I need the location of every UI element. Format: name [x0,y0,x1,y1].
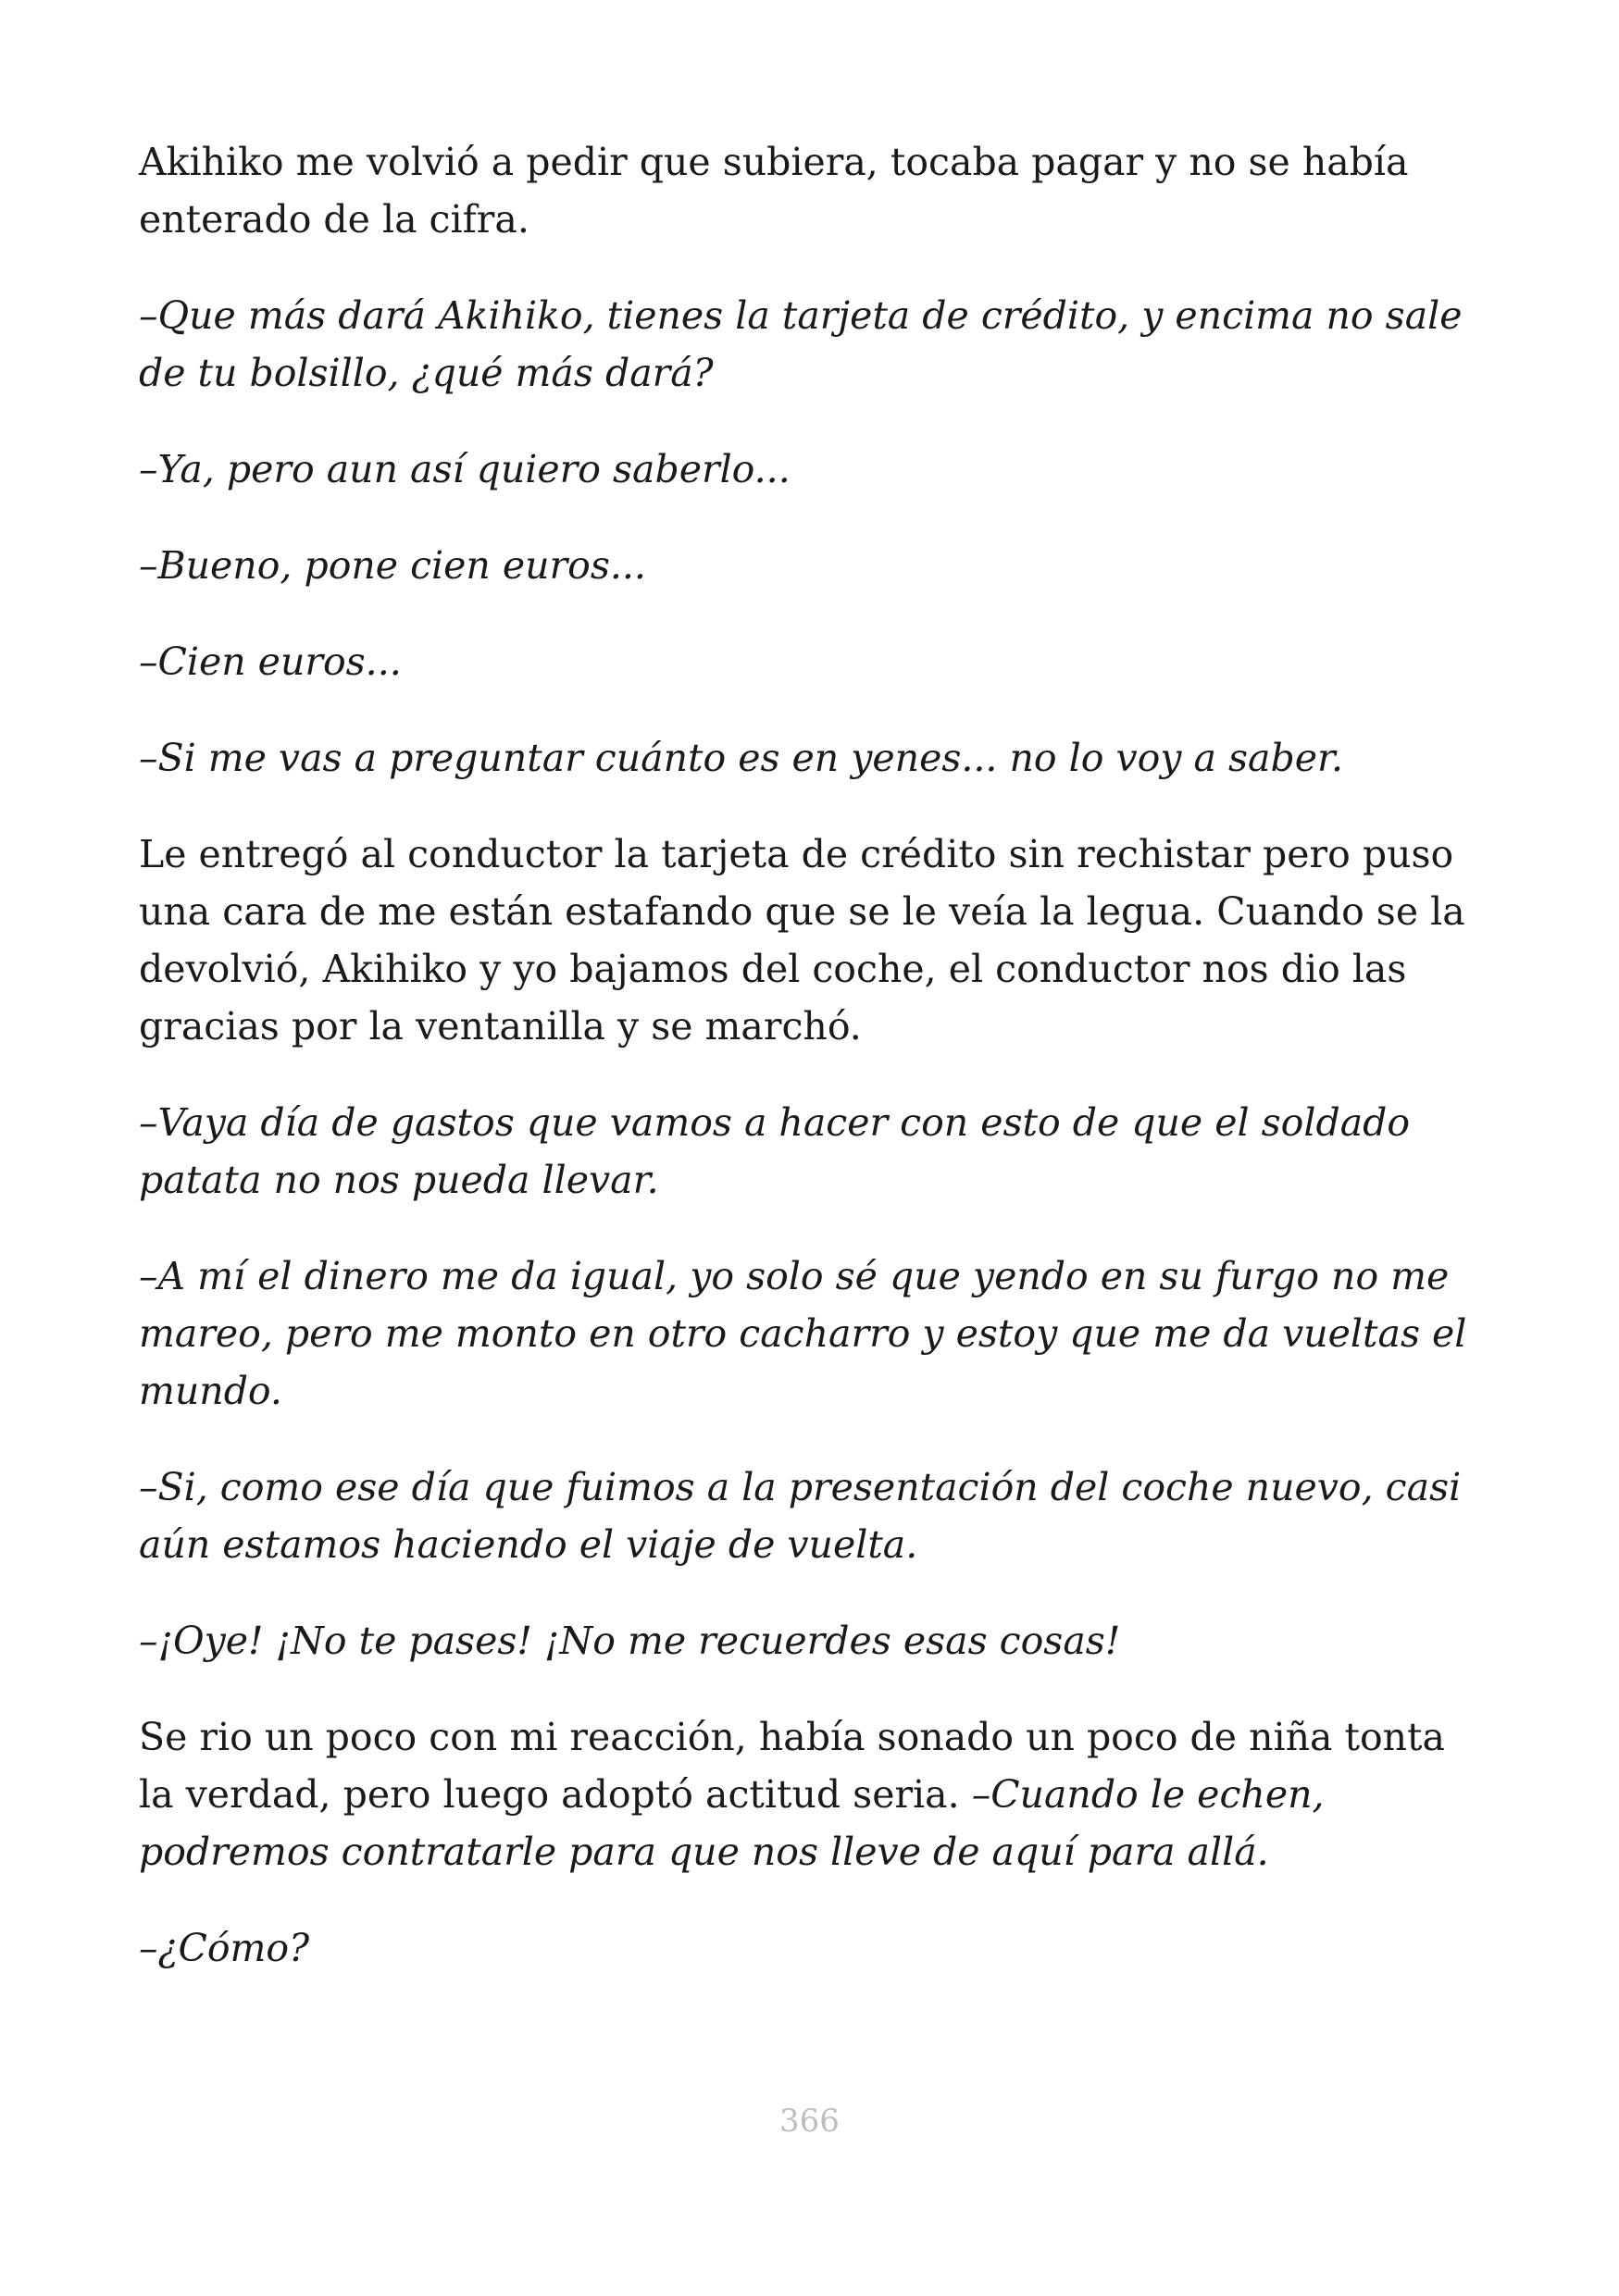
paragraph-dialogue: –A mí el dinero me da igual, yo solo sé que yendo en su furgo no me mareo, pero me monto en otro cacharro y estoy que me da vueltas el mundo. [139,1254,1467,1413]
paragraph-dialogue: –Bueno, pone cien euros... [139,543,646,588]
paragraph-dialogue: –Si, como ese día que fuimos a la presentación del coche nuevo, casi aún estamos haciendo el viaje de vuelta. [139,1465,1462,1567]
paragraph-dialogue: –¡Oye! ¡No te pases! ¡No me recuerdes esas cosas! [139,1619,1121,1663]
dialogue-span: –Cuando le echen, podremos contratarle para que nos lleve de aquí para allá. [139,1772,1325,1874]
paragraph-dialogue: –Que más dará Akihiko, tienes la tarjeta de crédito, y encima no sale de tu bolsillo, ¿qué más dará? [139,293,1463,395]
paragraph-narrative: Akihiko me volvió a pedir que subiera, tocaba pagar y no se había enterado de la cifra. [139,140,1409,242]
paragraph-dialogue: –Vaya día de gastos que vamos a hacer con esto de que el soldado patata no nos pueda llevar. [139,1100,1411,1202]
paragraph-dialogue: –¿Cómo? [139,1926,310,1970]
paragraph-mixed [139,1708,1490,1880]
body-text [139,133,1490,2016]
paragraph-dialogue: –Si me vas a preguntar cuánto es en yenes... no lo voy a saber. [139,736,1344,780]
page-number: 366 [779,2103,840,2140]
paragraph-narrative: Le entregó al conductor la tarjeta de crédito sin rechistar pero puso una cara de me están estafando que se le veía la legua. Cuando se la devolvió, Akihiko y yo bajamos del coche, el conductor nos dio las gracias por la ventanilla y se marchó. [139,832,1465,1049]
paragraph-dialogue: –Ya, pero aun así quiero saberlo... [139,447,791,491]
narrative-span: Se rio un poco con mi reacción, había sonado un poco de niña tonta la verdad, pero luego adoptó actitud seria. [139,1715,1445,1817]
paragraph-dialogue: –Cien euros... [139,639,402,684]
